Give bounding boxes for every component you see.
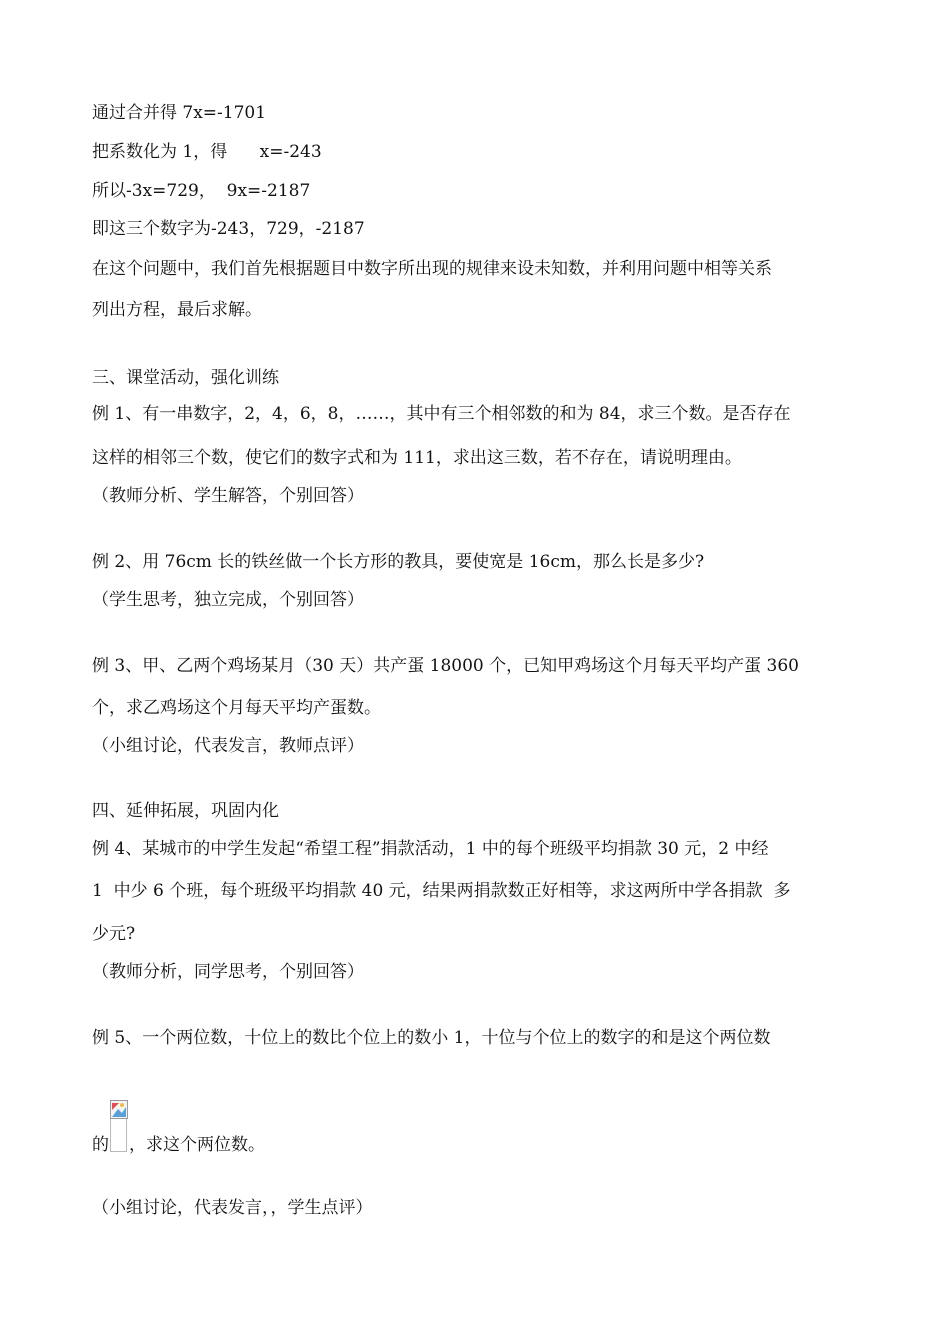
- example-2-note: （学生思考，独立完成，个别回答）: [92, 590, 364, 610]
- example-3-note: （小组讨论，代表发言，教师点评）: [92, 736, 364, 756]
- broken-image-icon: [110, 1100, 129, 1120]
- example-3-line: 例 3、甲、乙两个鸡场某月（30 天）共产蛋 18000 个，已知甲鸡场这个月每天平均产蛋 360: [92, 656, 799, 676]
- example-4-line: 1 中少 6 个班，每个班级平均捐款 40 元，结果两捐款数正好相等，求这两所中学各捐款 多: [92, 881, 791, 901]
- example-5-line: 例 5、一个两位数，十位上的数比个位上的数小 1，十位与个位上的数字的和是这个两位数: [92, 1028, 771, 1048]
- missing-formula-image: [110, 1100, 127, 1152]
- example-2-line: 例 2、用 76cm 长的铁丝做一个长方形的教具，要使宽是 16cm，那么长是多少?: [92, 552, 705, 572]
- example-1-note: （教师分析、学生解答，个别回答）: [92, 486, 364, 506]
- example-3-line: 个，求乙鸡场这个月每天平均产蛋数。: [92, 698, 381, 718]
- example-4-note: （教师分析，同学思考，个别回答）: [92, 962, 364, 982]
- text-line: 即这三个数字为-243，729，-2187: [92, 219, 365, 239]
- example-5-line-start: 的: [92, 1135, 109, 1155]
- example-4-line: 例 4、某城市的中学生发起“希望工程”捐款活动，1 中的每个班级平均捐款 30 元，2 中经: [92, 839, 769, 859]
- example-4-line: 少元?: [92, 924, 136, 944]
- text-line: 通过合并得 7x=-1701: [92, 103, 267, 123]
- section-heading: 四、延伸拓展，巩固内化: [92, 801, 279, 821]
- example-5-note: （小组讨论，代表发言，，学生点评）: [92, 1198, 373, 1218]
- text-line: 所以-3x=729， 9x=-2187: [92, 181, 311, 201]
- text-line: 把系数化为 1，得 x=-243: [92, 142, 322, 162]
- example-1-line: 这样的相邻三个数，使它们的数字式和为 111，求出这三数，若不存在，请说明理由。: [92, 448, 742, 468]
- text-line: 在这个问题中，我们首先根据题目中数字所出现的规律来设未知数，并利用问题中相等关系: [92, 259, 772, 279]
- example-5-line-end: ，求这个两位数。: [129, 1135, 265, 1155]
- section-heading: 三、课堂活动，强化训练: [92, 368, 279, 388]
- example-1-line: 例 1、有一串数字，2，4，6，8，……，其中有三个相邻数的和为 84，求三个数。是否存在: [92, 404, 791, 424]
- text-line: 列出方程，最后求解。: [92, 300, 262, 320]
